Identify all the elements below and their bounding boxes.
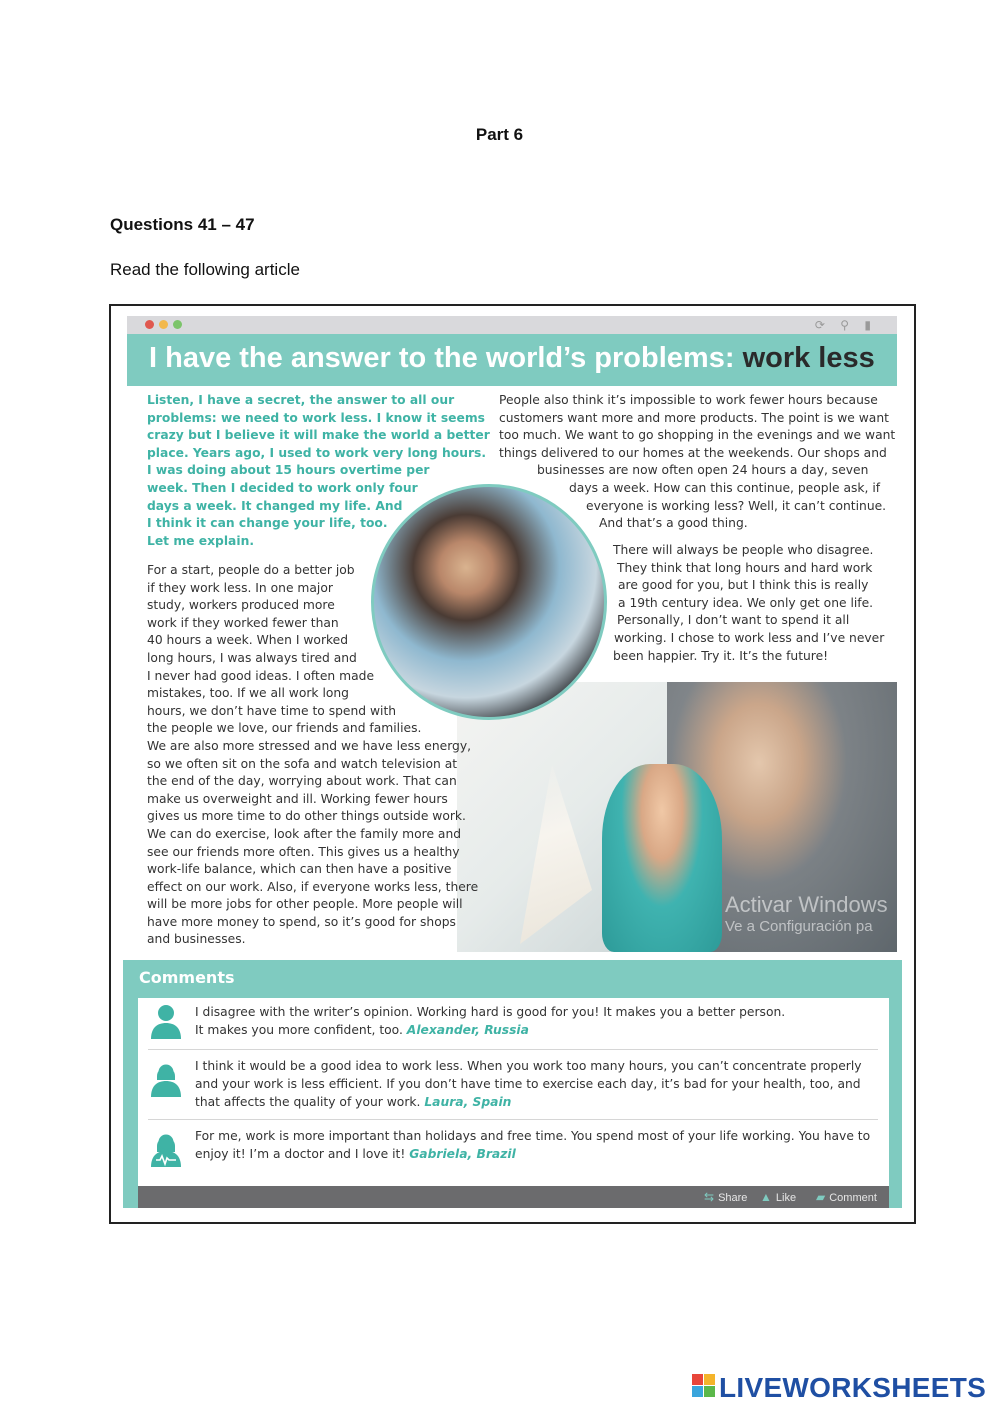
- right-line: Personally, I don’t want to spend it all: [617, 613, 850, 628]
- comments-section: [123, 960, 902, 1208]
- comment-author[interactable]: Laura, Spain: [424, 1095, 512, 1109]
- right-line: too much. We want to go shopping in the evenings and we want: [499, 428, 896, 443]
- right-line: They think that long hours and hard work: [617, 560, 873, 575]
- right-line: There will always be people who disagree.: [613, 543, 874, 557]
- comments-title: Comments: [139, 968, 235, 987]
- body-line: the end of the day, worrying about work. That can: [147, 774, 457, 789]
- browser-bar: [127, 316, 897, 334]
- comments-list: [138, 998, 889, 1186]
- body-line: the people we love, our friends and families.: [147, 721, 422, 736]
- right-line: a 19th century idea. We only get one life.: [618, 595, 874, 610]
- body-line: We can do exercise, look after the family more and: [147, 826, 462, 841]
- body-line: I never had good ideas. I often made: [147, 668, 375, 683]
- intro-paragraph: [147, 392, 507, 550]
- comment-author[interactable]: Alexander, Russia: [406, 1023, 529, 1037]
- body-line: study, workers produced more: [147, 598, 335, 613]
- body-line: gives us more time to do other things outside work.: [147, 809, 466, 824]
- comment-line: that affects the quality of your work.: [195, 1095, 425, 1109]
- like-label: Like: [775, 1192, 797, 1204]
- body-line: We are also more stressed and we have less energy,: [147, 738, 472, 753]
- body-line: long hours, I was always tired and: [147, 650, 357, 665]
- body-line: For a start, people do a better job: [147, 563, 355, 577]
- intro-line: place. Years ago, I used to work very long hours.: [147, 445, 486, 460]
- right-line: are good for you, but I think this is really: [618, 578, 869, 593]
- body-line: if they work less. In one major: [147, 580, 333, 595]
- body-line: effect on our work. Also, if everyone works less, there: [147, 879, 479, 894]
- intro-line: Let me explain.: [147, 533, 254, 548]
- user-icon: [148, 1002, 184, 1040]
- intro-line: week. Then I decided to work only four: [147, 480, 418, 495]
- comment-item: [148, 1120, 878, 1186]
- intro-line: crazy but I believe it will make the world a better: [147, 428, 490, 443]
- browser-close-dot: [145, 320, 154, 329]
- speech-bubble-icon: ▰: [816, 1190, 826, 1204]
- intro-line: days a week. It changed my life. And: [147, 498, 403, 513]
- body-line: work if they worked fewer than: [147, 615, 339, 630]
- body-line: and businesses.: [147, 932, 246, 947]
- share-button[interactable]: [704, 1190, 747, 1205]
- liveworksheets-logo: [692, 1373, 986, 1403]
- body-line: so we often sit on the sofa and watch television at: [147, 756, 458, 771]
- body-line: work-life balance, which can then have a positive: [147, 862, 452, 877]
- body-line: see our friends more often. This gives us a healthy: [147, 844, 460, 859]
- right-line: working. I chose to work less and I’ve never: [614, 630, 885, 645]
- comment-author[interactable]: Gabriela, Brazil: [409, 1147, 516, 1161]
- intro-line: I was doing about 15 hours overtime per: [147, 463, 430, 478]
- headline-emphasis: work less: [742, 342, 875, 374]
- body-line: make us overweight and ill. Working fewer hours: [147, 791, 448, 806]
- intro-line: problems: we need to work less. I know it seems: [147, 410, 485, 425]
- thumbs-up-icon: ▲: [760, 1190, 772, 1204]
- doctor-icon: [148, 1130, 184, 1168]
- browser-maximize-dot: [173, 320, 182, 329]
- comment-button[interactable]: [816, 1190, 877, 1205]
- instruction-text: Read the following article: [110, 260, 300, 279]
- comment-line: enjoy it! I’m a doctor and I love it!: [195, 1147, 410, 1161]
- comment-item: [148, 1050, 878, 1120]
- share-icon: ⇆: [704, 1190, 715, 1204]
- comment-line: It makes you more confident, too.: [195, 1023, 407, 1037]
- right-paragraph-2: [613, 542, 895, 665]
- questions-heading: Questions 41 – 47: [110, 215, 255, 234]
- liveworksheets-logo-text: LIVEWORKSHEETS: [719, 1372, 987, 1403]
- right-paragraph-1: [499, 392, 896, 533]
- body-line: have more money to spend, so it’s good for shops: [147, 914, 456, 929]
- right-line: People also think it’s impossible to work fewer hours because: [499, 393, 878, 407]
- comment-line: I disagree with the writer’s opinion. Working hard is good for you! It makes you a better person.: [195, 1005, 786, 1019]
- comment-item: [148, 998, 878, 1050]
- comment-line: For me, work is more important than holidays and free time. You spend most of your life working. You have to: [195, 1129, 871, 1143]
- browser-tools-icons: ⟳ ⚲ ▮: [814, 318, 877, 332]
- headline-main: I have the answer to the world’s problems:: [149, 342, 743, 374]
- right-line: things delivered to our homes at the weekends. Our shops and: [499, 445, 887, 460]
- comment-line: and your work is less efficient. If you don’t have time to exercise each day, it’s bad for your health, too, and: [195, 1077, 861, 1091]
- right-line: days a week. How can this continue, people ask, if: [569, 480, 881, 495]
- article-headline: [127, 334, 897, 386]
- liveworksheets-logo-icon: [692, 1374, 716, 1398]
- body-line: mistakes, too. If we all work long: [147, 686, 349, 701]
- browser-minimize-dot: [159, 320, 168, 329]
- intro-line: I think it can change your life, too.: [147, 516, 388, 531]
- part-title: Part 6: [475, 125, 524, 144]
- watermark-line: Ve a Configuración pa: [725, 918, 873, 935]
- watermark-line: Activar Windows: [725, 892, 888, 917]
- share-label: Share: [718, 1192, 748, 1204]
- right-line: customers want more and more products. The point is we want: [499, 410, 889, 425]
- right-line: everyone is working less? Well, it can’t continue.: [586, 498, 887, 513]
- comment-action-bar: [138, 1186, 889, 1208]
- right-line: And that’s a good thing.: [599, 516, 748, 531]
- windows-activation-watermark: [725, 892, 888, 936]
- body-line: will be more jobs for other people. More people will: [147, 897, 463, 912]
- body-line: 40 hours a week. When I worked: [147, 633, 349, 648]
- child-figure: [602, 764, 722, 952]
- right-line: been happier. Try it. It’s the future!: [613, 648, 829, 663]
- user-icon: [148, 1060, 184, 1098]
- like-button[interactable]: [760, 1190, 796, 1205]
- comment-label: Comment: [829, 1192, 877, 1204]
- comment-line: I think it would be a good idea to work less. When you work too many hours, you can’t concentrate properly: [195, 1059, 862, 1073]
- article-frame: [109, 304, 916, 1224]
- body-left-paragraph: [147, 562, 477, 949]
- intro-line: Listen, I have a secret, the answer to all our: [147, 393, 455, 407]
- article-page: [127, 334, 897, 952]
- body-line: hours, we don’t have time to spend with: [147, 703, 397, 718]
- right-line: businesses are now often open 24 hours a day, seven: [537, 463, 869, 478]
